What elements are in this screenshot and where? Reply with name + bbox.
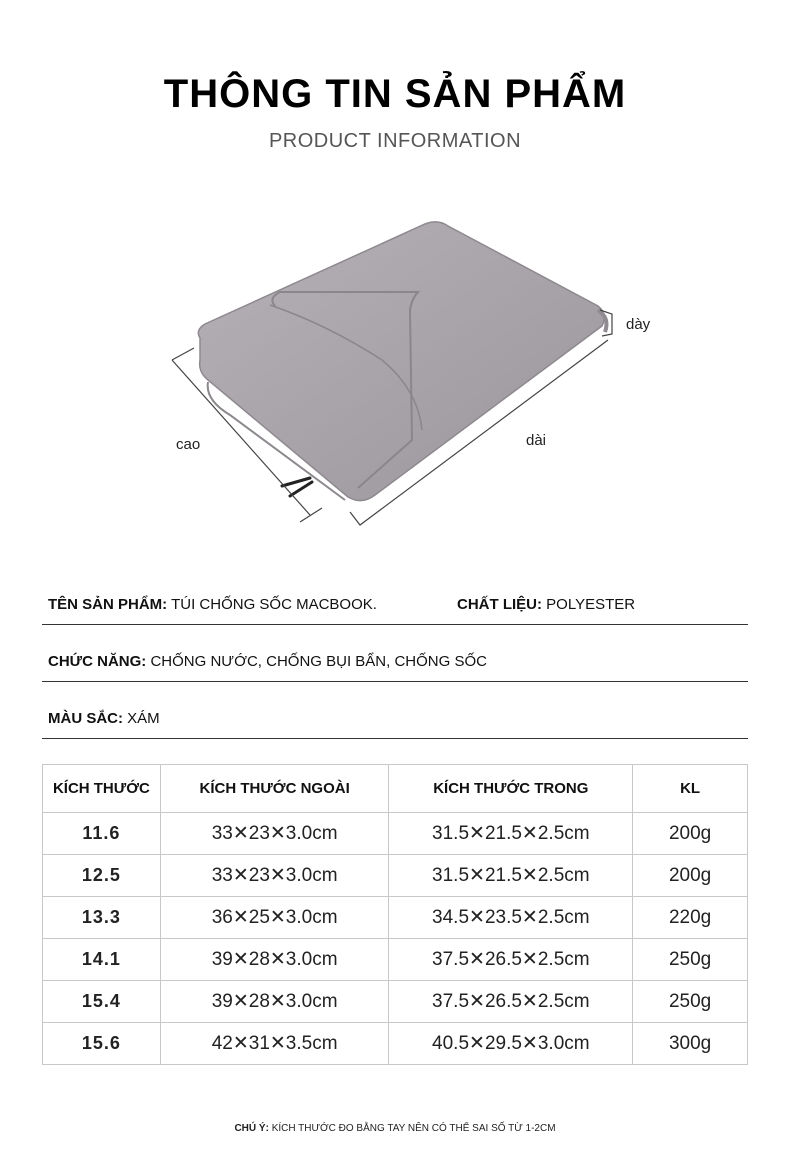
table-row: [43, 897, 748, 939]
size-cell: 11.6: [43, 813, 161, 855]
outer-size-cell: 36✕25✕3.0cm: [160, 897, 389, 939]
weight-cell: 200g: [633, 813, 748, 855]
table-header-row: [43, 765, 748, 813]
spec-name-value: TÚI CHỐNG SỐC MACBOOK.: [171, 596, 377, 613]
weight-cell: 300g: [633, 1023, 748, 1065]
page-subtitle: PRODUCT INFORMATION: [268, 130, 522, 152]
size-table: [42, 764, 748, 1065]
height-label: cao: [176, 436, 201, 453]
spec-row-function: [42, 647, 748, 682]
inner-size-cell: 31.5✕21.5✕2.5cm: [389, 813, 633, 855]
table-row: [43, 1023, 748, 1065]
outer-size-cell: 33✕23✕3.0cm: [160, 855, 389, 897]
column-header: KÍCH THƯỚC TRONG: [389, 765, 633, 813]
size-cell: 13.3: [43, 897, 161, 939]
thickness-label: dày: [626, 316, 651, 333]
outer-size-cell: 39✕28✕3.0cm: [160, 981, 389, 1023]
column-header: KL: [633, 765, 748, 813]
size-cell: 15.6: [43, 1023, 161, 1065]
inner-size-cell: 37.5✕26.5✕2.5cm: [389, 939, 633, 981]
spec-name-key: TÊN SẢN PHẨM:: [48, 596, 168, 613]
spec-row-name-material: [42, 590, 748, 625]
weight-cell: 220g: [633, 897, 748, 939]
inner-size-cell: 37.5✕26.5✕2.5cm: [389, 981, 633, 1023]
outer-size-cell: 42✕31✕3.5cm: [160, 1023, 389, 1065]
column-header: KÍCH THƯỚC NGOÀI: [160, 765, 389, 813]
weight-cell: 250g: [633, 981, 748, 1023]
outer-size-cell: 33✕23✕3.0cm: [160, 813, 389, 855]
footnote-text: KÍCH THƯỚC ĐO BẰNG TAY NÊN CÓ THỂ SAI SỐ TỪ 1-2CM: [271, 1123, 556, 1134]
inner-size-cell: 34.5✕23.5✕2.5cm: [389, 897, 633, 939]
table-row: [43, 981, 748, 1023]
column-header: KÍCH THƯỚC: [43, 765, 161, 813]
outer-size-cell: 39✕28✕3.0cm: [160, 939, 389, 981]
length-label: dài: [526, 432, 547, 449]
table-row: [43, 855, 748, 897]
spec-material-value: POLYESTER: [546, 596, 636, 613]
inner-size-cell: 31.5✕21.5✕2.5cm: [389, 855, 633, 897]
page-title: THÔNG TIN SẢN PHẨM: [163, 72, 627, 116]
weight-cell: 200g: [633, 855, 748, 897]
inner-size-cell: 40.5✕29.5✕3.0cm: [389, 1023, 633, 1065]
laptop-sleeve-illustration: [150, 210, 650, 540]
spec-material-key: CHẤT LIỆU:: [457, 596, 542, 613]
size-cell: 12.5: [43, 855, 161, 897]
size-cell: 15.4: [43, 981, 161, 1023]
size-cell: 14.1: [43, 939, 161, 981]
spec-color-value: XÁM: [127, 710, 160, 727]
table-row: [43, 939, 748, 981]
table-row: [43, 813, 748, 855]
spec-function-value: CHỐNG NƯỚC, CHỐNG BỤI BẨN, CHỐNG SỐC: [150, 653, 487, 670]
spec-color-key: MÀU SẮC:: [48, 710, 123, 727]
footnote-key: CHÚ Ý:: [234, 1123, 269, 1134]
footnote: [0, 1123, 790, 1134]
spec-function-key: CHỨC NĂNG:: [48, 653, 147, 670]
spec-row-color: [42, 704, 748, 739]
weight-cell: 250g: [633, 939, 748, 981]
